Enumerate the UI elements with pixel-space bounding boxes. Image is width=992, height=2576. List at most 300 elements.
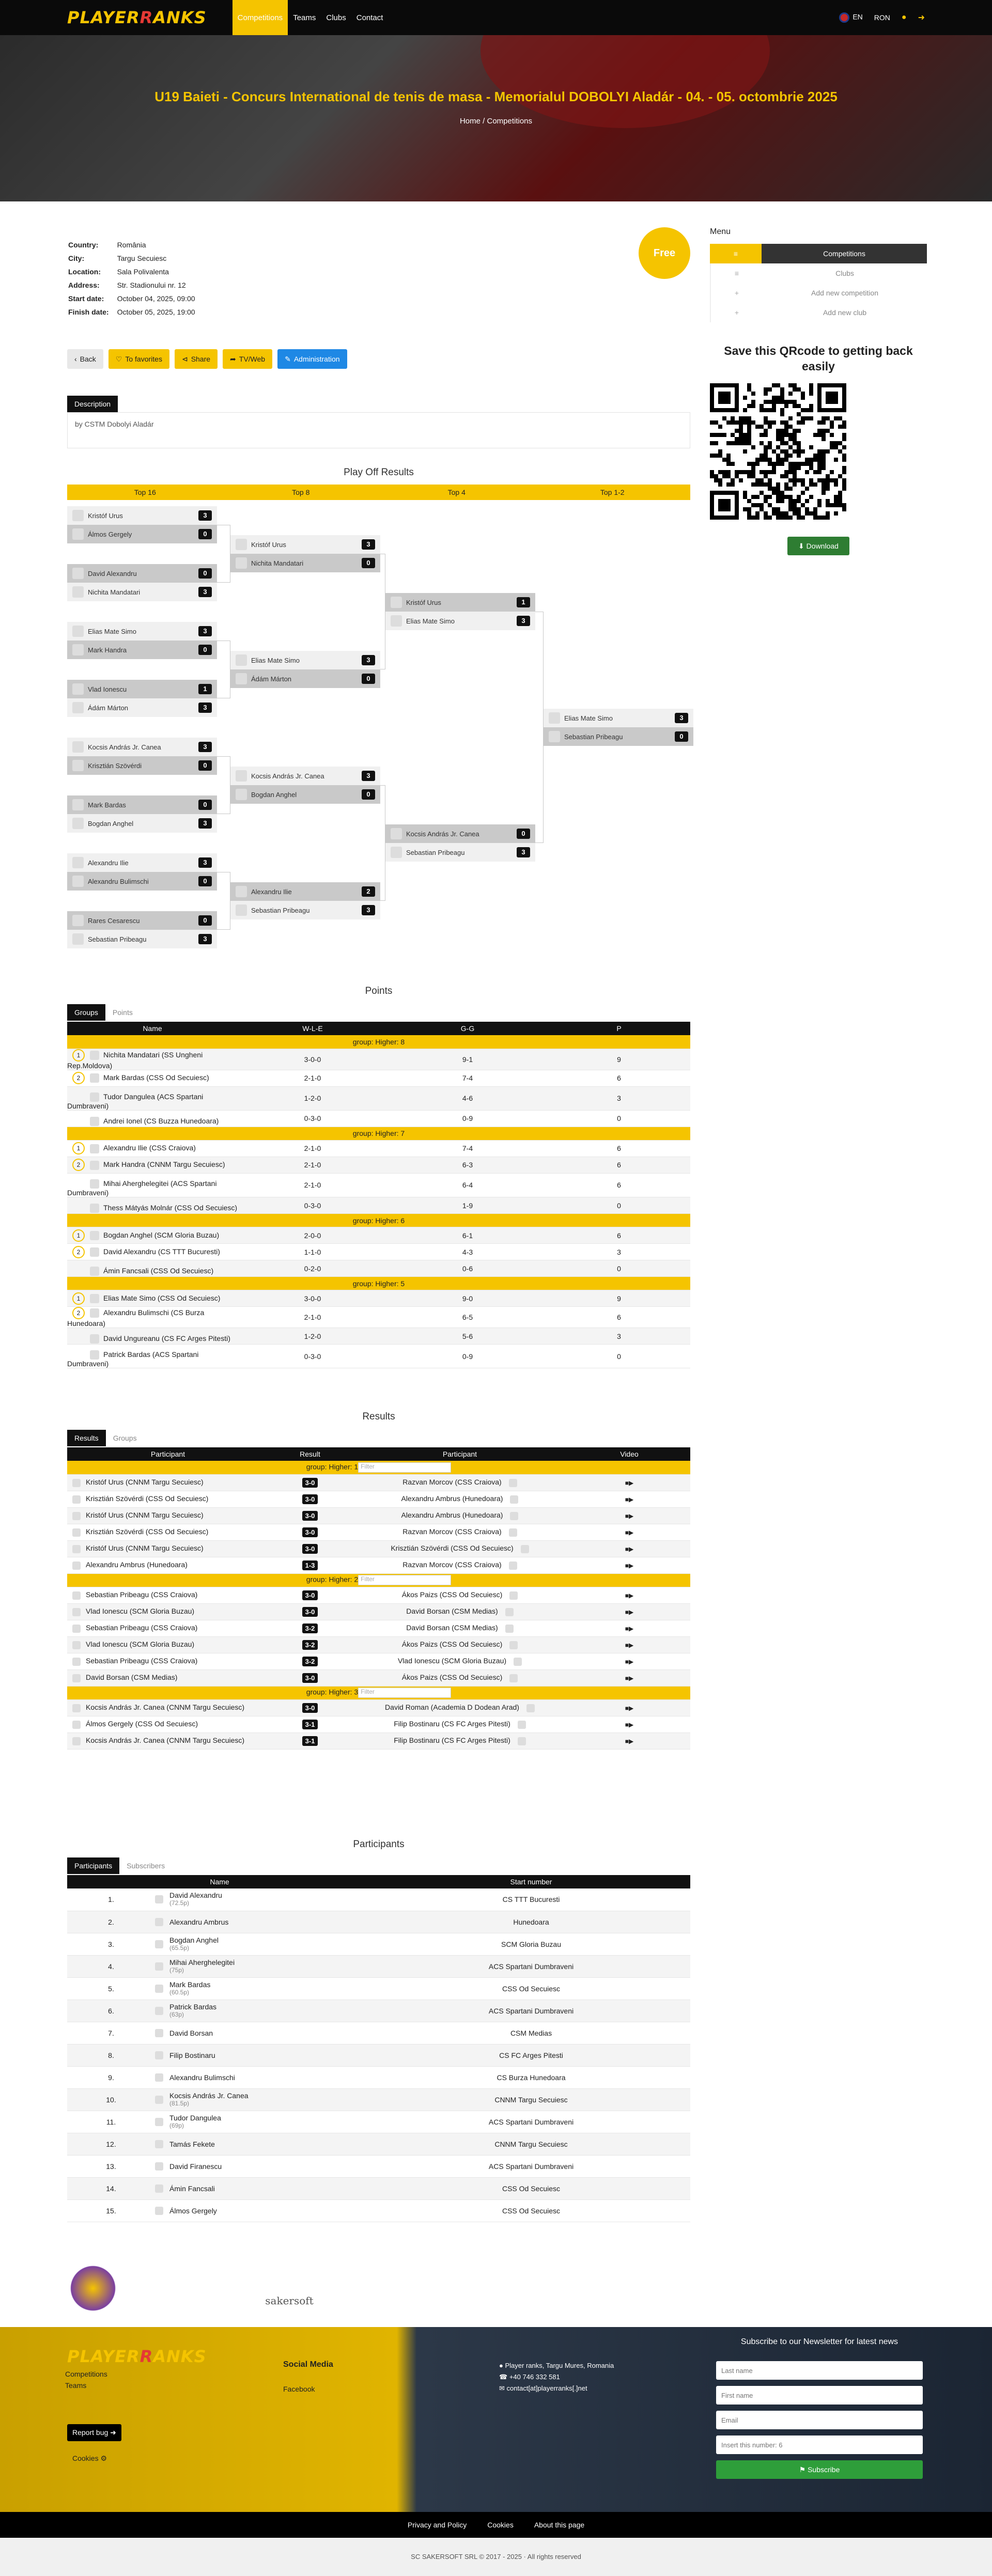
participant-cell bbox=[67, 1732, 269, 1749]
video-camera-icon[interactable]: ■▶ bbox=[625, 1609, 634, 1616]
video-camera-icon[interactable]: ■▶ bbox=[625, 1658, 634, 1665]
round-header: Top 16 bbox=[134, 488, 156, 496]
avatar bbox=[72, 799, 84, 810]
avatar bbox=[90, 1051, 99, 1060]
avatar bbox=[509, 1591, 518, 1600]
newsletter-title: Subscribe to our Newsletter for latest news bbox=[740, 2337, 898, 2346]
col-video: Video bbox=[568, 1447, 690, 1461]
free-badge: Free bbox=[639, 227, 690, 279]
info-label: Country: bbox=[68, 241, 99, 249]
video-camera-icon[interactable]: ■▶ bbox=[625, 1496, 634, 1503]
participant-info bbox=[169, 2074, 235, 2082]
participant-row[interactable] bbox=[67, 2000, 690, 2022]
participant-number: 1. bbox=[67, 1888, 155, 1911]
result-row[interactable] bbox=[67, 1474, 690, 1491]
participant-row[interactable] bbox=[67, 1933, 690, 1955]
result-row[interactable] bbox=[67, 1669, 690, 1686]
rank-badge: 1 bbox=[72, 1229, 85, 1242]
participant-number: 13. bbox=[67, 2155, 155, 2177]
info-value: Str. Stadionului nr. 12 bbox=[117, 281, 186, 289]
points-row[interactable] bbox=[67, 1140, 690, 1157]
group-label: group: Higher: 2 bbox=[306, 1575, 359, 1584]
player-name: Krisztián Szövérdi bbox=[88, 761, 142, 770]
result-row[interactable] bbox=[67, 1603, 690, 1620]
result-row[interactable] bbox=[67, 1716, 690, 1732]
privacy-link[interactable]: Privacy and Policy bbox=[407, 2521, 467, 2529]
participant-cell bbox=[155, 2199, 372, 2222]
bracket-player[interactable] bbox=[230, 535, 380, 554]
result-score: 1-3 bbox=[302, 1560, 318, 1570]
participant-cell bbox=[67, 1653, 269, 1669]
points-row[interactable] bbox=[67, 1227, 690, 1244]
about-link[interactable]: About this page bbox=[534, 2521, 585, 2529]
bracket-player[interactable] bbox=[230, 767, 380, 785]
player-name: Ádám Márton bbox=[251, 675, 292, 683]
participant-cell-2 bbox=[351, 1653, 568, 1669]
participant-cell bbox=[67, 1524, 269, 1540]
avatar bbox=[549, 712, 560, 724]
cookies-link[interactable] bbox=[72, 2454, 107, 2463]
avatar bbox=[72, 510, 84, 521]
result-row[interactable] bbox=[67, 1507, 690, 1524]
participant-name: David Alexandru bbox=[169, 1891, 222, 1900]
participant-row[interactable] bbox=[67, 1977, 690, 2000]
footer-link-competitions[interactable]: Competitions bbox=[65, 2370, 107, 2378]
participant-name: Filip Bostinaru (CS FC Arges Pitesti) bbox=[394, 1720, 510, 1728]
player-score: 3 bbox=[198, 587, 212, 597]
avatar bbox=[509, 1562, 517, 1570]
bracket-player[interactable] bbox=[230, 882, 380, 901]
col-start-number: Start number bbox=[372, 1875, 690, 1888]
participant-name: David Firanescu bbox=[169, 2162, 222, 2171]
player-name: Sebastian Pribeagu bbox=[406, 848, 465, 856]
lastname-input[interactable] bbox=[716, 2361, 923, 2380]
tv-web-button[interactable] bbox=[223, 349, 272, 369]
bracket-player[interactable] bbox=[67, 738, 217, 756]
bracket-player[interactable] bbox=[67, 795, 217, 814]
col-participant: Participant bbox=[67, 1447, 269, 1461]
back-button[interactable] bbox=[67, 349, 103, 369]
wle-value: 1-1-0 bbox=[238, 1244, 388, 1260]
player-score: 3 bbox=[198, 702, 212, 713]
hero-background-image bbox=[481, 35, 770, 128]
bracket-match bbox=[67, 795, 217, 833]
bracket-player[interactable] bbox=[385, 593, 535, 612]
player-name: Bogdan Anghel bbox=[251, 790, 297, 799]
bracket-player[interactable] bbox=[67, 872, 217, 891]
rank-badge: 1 bbox=[72, 1049, 85, 1061]
participant-row[interactable] bbox=[67, 2044, 690, 2066]
arrow-right-icon: ➜ bbox=[110, 2428, 116, 2437]
participant-name: Krisztián Szövérdi (CSS Od Secuiesc) bbox=[86, 1527, 209, 1536]
player-name: Elias Mate Simo (CSS Od Secuiesc) bbox=[103, 1293, 221, 1302]
participant-cell bbox=[67, 1603, 269, 1620]
avatar bbox=[72, 586, 84, 598]
language-selector[interactable] bbox=[839, 12, 862, 23]
bracket-player[interactable] bbox=[67, 641, 217, 659]
participant-info bbox=[169, 2029, 213, 2037]
bracket-player[interactable] bbox=[544, 727, 693, 746]
gg-value: 6-5 bbox=[388, 1307, 548, 1328]
filter-input[interactable]: Filter bbox=[358, 1688, 451, 1698]
group-row bbox=[67, 1461, 690, 1474]
points-row[interactable] bbox=[67, 1173, 690, 1197]
player-score: 0 bbox=[675, 731, 688, 742]
filter-input[interactable]: Filter bbox=[358, 1462, 451, 1473]
cookies-bottom-link[interactable]: Cookies bbox=[487, 2521, 514, 2529]
participant-row[interactable] bbox=[67, 2177, 690, 2199]
points-row[interactable] bbox=[67, 1260, 690, 1277]
participant-row[interactable] bbox=[67, 2133, 690, 2155]
result-row[interactable] bbox=[67, 1653, 690, 1669]
participant-cell-2 bbox=[351, 1491, 568, 1507]
bracket-player[interactable] bbox=[544, 709, 693, 727]
avatar bbox=[72, 626, 84, 637]
participant-name: Sebastian Pribeagu (CSS Craiova) bbox=[86, 1657, 198, 1665]
player-score: 3 bbox=[675, 713, 688, 723]
phone-icon: ☎ bbox=[499, 2373, 508, 2381]
result-row[interactable] bbox=[67, 1540, 690, 1557]
favorites-button[interactable] bbox=[109, 349, 169, 369]
forward-icon: ➦ bbox=[230, 354, 236, 363]
bracket-player[interactable] bbox=[385, 843, 535, 862]
video-camera-icon[interactable]: ■▶ bbox=[625, 1562, 634, 1569]
participant-row[interactable] bbox=[67, 1911, 690, 1933]
tab-results-groups[interactable]: Groups bbox=[113, 1434, 137, 1442]
video-camera-icon[interactable]: ■▶ bbox=[625, 1512, 634, 1520]
participant-name: Razvan Morcov (CSS Craiova) bbox=[402, 1560, 502, 1569]
points-row[interactable] bbox=[67, 1345, 690, 1368]
bracket-match bbox=[67, 680, 217, 717]
participant-name: Tamás Fekete bbox=[169, 2140, 215, 2148]
avatar bbox=[72, 1479, 81, 1487]
player-name: Kocsis András Jr. Canea bbox=[88, 743, 161, 751]
bracket-player[interactable] bbox=[385, 824, 535, 843]
video-cell bbox=[568, 1636, 690, 1653]
results-table bbox=[67, 1447, 690, 1750]
report-bug-button[interactable] bbox=[67, 2424, 121, 2441]
avatar bbox=[155, 2140, 163, 2148]
avatar bbox=[90, 1294, 99, 1303]
phone-text[interactable]: +40 746 332 581 bbox=[509, 2373, 560, 2381]
player-cell bbox=[67, 1328, 238, 1345]
player-cell bbox=[67, 1345, 238, 1368]
login-icon[interactable]: ➜ bbox=[918, 13, 925, 22]
qr-title: Save this QRcode to getting back easily bbox=[724, 344, 913, 373]
video-camera-icon[interactable]: ■▶ bbox=[625, 1545, 634, 1553]
subscribe-button[interactable] bbox=[716, 2460, 923, 2479]
breadcrumb: Home / Competitions bbox=[459, 117, 533, 126]
report-bug-label: Report bug bbox=[72, 2428, 109, 2437]
bracket-player[interactable] bbox=[67, 930, 217, 948]
bracket-connector bbox=[217, 525, 230, 583]
bracket-player[interactable] bbox=[67, 698, 217, 717]
participant-row[interactable] bbox=[67, 2111, 690, 2133]
wle-value: 2-1-0 bbox=[238, 1157, 388, 1173]
participants-tabs bbox=[67, 1857, 172, 1874]
description-text: by CSTM Dobolyi Aladár bbox=[67, 412, 690, 448]
avatar bbox=[236, 673, 247, 684]
sidebar-menu-title: Menu bbox=[710, 227, 731, 236]
participant-row[interactable] bbox=[67, 2199, 690, 2222]
player-name: Mark Bardas bbox=[88, 801, 126, 809]
player-name: Patrick Bardas (ACS Spartani Dumbraveni) bbox=[67, 1350, 199, 1368]
avatar bbox=[155, 2096, 163, 2104]
result-row[interactable] bbox=[67, 1557, 690, 1573]
bracket-player[interactable] bbox=[67, 622, 217, 641]
player-cell bbox=[67, 1049, 238, 1070]
location-icon: ● bbox=[499, 2362, 503, 2369]
points-row[interactable] bbox=[67, 1110, 690, 1127]
points-row[interactable] bbox=[67, 1086, 690, 1110]
participant-cell-2 bbox=[351, 1603, 568, 1620]
player-name: Tudor Danguleа (ACS Spartani Dumbraveni) bbox=[67, 1092, 204, 1110]
participant-name: Kristóf Urus (CNNM Targu Secuiesc) bbox=[86, 1478, 204, 1487]
bracket-player[interactable] bbox=[230, 901, 380, 919]
bracket-match bbox=[67, 506, 217, 543]
share-button[interactable] bbox=[175, 349, 218, 369]
points-value: 9 bbox=[548, 1049, 690, 1070]
social-title: Social Media bbox=[283, 2360, 333, 2369]
player-name: Elias Mate Simo bbox=[251, 656, 300, 664]
participant-number: 8. bbox=[67, 2044, 155, 2066]
participant-name: Mihai Aherghelegitei bbox=[169, 1958, 235, 1966]
participant-cell bbox=[155, 2177, 372, 2199]
player-cell bbox=[67, 1110, 238, 1127]
video-camera-icon[interactable]: ■▶ bbox=[625, 1721, 634, 1728]
tab-subscribers[interactable]: Subscribers bbox=[127, 1862, 165, 1870]
nav-teams[interactable]: Teams bbox=[293, 13, 316, 22]
player-name: Alexandru Ilie (CSS Craiova) bbox=[103, 1144, 196, 1152]
administration-button[interactable] bbox=[277, 349, 347, 369]
firstname-input[interactable] bbox=[716, 2386, 923, 2405]
tab-participants[interactable]: Participants bbox=[67, 1857, 119, 1874]
participant-row[interactable] bbox=[67, 2022, 690, 2044]
player-name: Mark Handra bbox=[88, 646, 127, 654]
email-text[interactable]: contact[at]playerranks[.]net bbox=[506, 2384, 587, 2392]
sponsor-logo-sakersoft[interactable]: sakersoft bbox=[265, 2294, 314, 2307]
participant-cell-2 bbox=[351, 1699, 568, 1716]
result-row[interactable] bbox=[67, 1636, 690, 1653]
video-cell bbox=[568, 1620, 690, 1636]
bracket-player[interactable] bbox=[230, 554, 380, 572]
avatar bbox=[155, 2162, 163, 2171]
points-row[interactable] bbox=[67, 1049, 690, 1070]
player-name: Álmos Gergely bbox=[88, 530, 132, 538]
col-wle: W-L-E bbox=[238, 1022, 388, 1035]
nav-contact[interactable]: Contact bbox=[356, 13, 383, 22]
group-label: group: Higher: 1 bbox=[306, 1462, 359, 1471]
player-score: 3 bbox=[198, 818, 212, 829]
video-camera-icon[interactable]: ■▶ bbox=[625, 1529, 634, 1536]
points-row[interactable] bbox=[67, 1157, 690, 1173]
avatar bbox=[236, 654, 247, 666]
participant-cell-2 bbox=[351, 1669, 568, 1686]
video-camera-icon[interactable]: ■▶ bbox=[625, 1738, 634, 1745]
points-value: 6 bbox=[548, 1307, 690, 1328]
bracket-connector bbox=[380, 785, 385, 901]
action-buttons bbox=[67, 349, 347, 369]
player-score: 0 bbox=[362, 558, 375, 568]
captcha-input[interactable] bbox=[716, 2436, 923, 2454]
participant-info bbox=[169, 2092, 249, 2107]
participant-cell-2 bbox=[351, 1507, 568, 1524]
video-camera-icon[interactable]: ■▶ bbox=[625, 1675, 634, 1682]
result-score: 3-2 bbox=[302, 1640, 318, 1650]
user-icon[interactable]: ● bbox=[901, 13, 907, 22]
bracket-player[interactable] bbox=[67, 814, 217, 833]
player-name: Ámin Fancsali (CSS Od Secuiesc) bbox=[103, 1266, 214, 1275]
player-score: 3 bbox=[517, 847, 530, 857]
filter-input[interactable]: Filter bbox=[358, 1575, 451, 1585]
bracket-player[interactable] bbox=[67, 756, 217, 775]
email-icon: ✉ bbox=[499, 2384, 505, 2392]
bracket-match bbox=[67, 911, 217, 948]
points-value: 6 bbox=[548, 1173, 690, 1197]
tab-results[interactable]: Results bbox=[67, 1430, 106, 1446]
participant-cell bbox=[155, 2066, 372, 2088]
participant-name: Alexandru Ambrus bbox=[169, 1917, 229, 1926]
bracket-player[interactable] bbox=[67, 911, 217, 930]
avatar bbox=[514, 1658, 522, 1666]
points-row[interactable] bbox=[67, 1307, 690, 1328]
avatar bbox=[72, 1512, 81, 1520]
bracket-match bbox=[67, 853, 217, 891]
menu-item-add-club[interactable] bbox=[710, 303, 927, 322]
participant-row[interactable] bbox=[67, 2066, 690, 2088]
result-cell bbox=[269, 1699, 351, 1716]
video-camera-icon[interactable]: ■▶ bbox=[625, 1642, 634, 1649]
participant-club: CS Burza Hunedoara bbox=[372, 2066, 690, 2088]
competition-title: U19 Baieti - Concurs International de tenis de masa - Memorialul DOBOLYI Aladár - 04. - 05. octombrie 2025 bbox=[154, 89, 838, 104]
avatar bbox=[72, 683, 84, 695]
participant-row[interactable] bbox=[67, 2155, 690, 2177]
menu-item-clubs[interactable] bbox=[710, 263, 927, 283]
facebook-link[interactable]: Facebook bbox=[283, 2385, 315, 2393]
result-row[interactable] bbox=[67, 1587, 690, 1603]
video-camera-icon[interactable]: ■▶ bbox=[625, 1625, 634, 1632]
participant-name: Ákos Paizs (CSS Od Secuiesc) bbox=[401, 1640, 503, 1649]
result-row[interactable] bbox=[67, 1732, 690, 1749]
participant-cell bbox=[155, 2044, 372, 2066]
bracket-player[interactable] bbox=[67, 853, 217, 872]
participant-cell bbox=[155, 1888, 372, 1911]
bracket-player[interactable] bbox=[67, 583, 217, 601]
nav-clubs[interactable]: Clubs bbox=[326, 13, 346, 22]
result-row[interactable] bbox=[67, 1491, 690, 1507]
result-row[interactable] bbox=[67, 1699, 690, 1716]
avatar bbox=[509, 1479, 517, 1487]
tab-description[interactable]: Description bbox=[67, 396, 118, 412]
menu-item-competitions[interactable] bbox=[710, 244, 927, 263]
gg-value: 1-9 bbox=[388, 1197, 548, 1214]
participant-row[interactable] bbox=[67, 2088, 690, 2111]
player-name: Sebastian Pribeagu bbox=[88, 935, 147, 943]
bracket-player[interactable] bbox=[67, 564, 217, 583]
wle-value: 1-2-0 bbox=[238, 1328, 388, 1345]
avatar bbox=[505, 1625, 514, 1633]
points-row[interactable] bbox=[67, 1070, 690, 1086]
result-score: 3-0 bbox=[302, 1478, 318, 1488]
player-cell bbox=[67, 1197, 238, 1214]
wle-value: 0-3-0 bbox=[238, 1345, 388, 1368]
result-row[interactable] bbox=[67, 1620, 690, 1636]
video-cell bbox=[568, 1540, 690, 1557]
nav-competitions[interactable]: Competitions bbox=[233, 0, 288, 35]
result-cell bbox=[269, 1474, 351, 1491]
video-camera-icon[interactable]: ■▶ bbox=[625, 1479, 634, 1487]
participant-cell bbox=[67, 1507, 269, 1524]
avatar bbox=[236, 904, 247, 916]
player-name: Elias Mate Simo bbox=[88, 627, 136, 635]
participant-cell bbox=[67, 1474, 269, 1491]
sponsor-logo-1[interactable] bbox=[67, 2262, 119, 2314]
video-camera-icon[interactable]: ■▶ bbox=[625, 1592, 634, 1599]
participant-cell-2 bbox=[351, 1540, 568, 1557]
footer-link-teams[interactable]: Teams bbox=[65, 2381, 87, 2390]
participant-name: David Borsan (CSM Medias) bbox=[406, 1607, 498, 1616]
avatar bbox=[72, 1704, 81, 1712]
download-button[interactable] bbox=[787, 537, 849, 555]
gg-value: 6-3 bbox=[388, 1157, 548, 1173]
video-camera-icon[interactable]: ■▶ bbox=[625, 1705, 634, 1712]
result-row[interactable] bbox=[67, 1524, 690, 1540]
participant-club: CNNM Targu Secuiesc bbox=[372, 2088, 690, 2111]
player-name: David Alexandru bbox=[88, 569, 137, 577]
avatar bbox=[72, 933, 84, 945]
points-row[interactable] bbox=[67, 1290, 690, 1307]
player-name: Alexandru Bulimschi (CS Burza Hunedoara) bbox=[67, 1308, 205, 1328]
bracket-player[interactable] bbox=[67, 525, 217, 543]
result-cell bbox=[269, 1732, 351, 1749]
participant-club: CS TTT Bucuresti bbox=[372, 1888, 690, 1911]
bracket-match bbox=[230, 535, 380, 572]
menu-item-add-competition[interactable] bbox=[710, 283, 927, 303]
participants-scroll[interactable] bbox=[67, 1875, 690, 2235]
participant-name: David Borsan bbox=[169, 2028, 213, 2037]
participant-name: Ámin Fancsali bbox=[169, 2184, 215, 2193]
site-logo[interactable]: PLAYERRANKS bbox=[67, 8, 207, 27]
email-input[interactable] bbox=[716, 2411, 923, 2429]
bracket-player[interactable] bbox=[230, 669, 380, 688]
points-row[interactable] bbox=[67, 1197, 690, 1214]
participant-club: ACS Spartani Dumbraveni bbox=[372, 2155, 690, 2177]
participant-number: 3. bbox=[67, 1933, 155, 1955]
player-score: 0 bbox=[198, 876, 212, 886]
currency-selector[interactable]: RON bbox=[874, 13, 890, 22]
tab-points[interactable]: Points bbox=[112, 1008, 133, 1017]
favorites-label: To favorites bbox=[125, 355, 162, 363]
player-name: Bogdan Anghel (SCM Gloria Buzau) bbox=[103, 1230, 220, 1239]
share-icon: ⊲ bbox=[181, 354, 188, 363]
participant-name: Filip Bostinaru (CS FC Arges Pitesti) bbox=[394, 1736, 510, 1745]
footer-logo[interactable]: PLAYERRANKS bbox=[67, 2347, 207, 2366]
bracket-player[interactable] bbox=[385, 612, 535, 630]
bracket-player[interactable] bbox=[67, 506, 217, 525]
avatar bbox=[155, 2029, 163, 2037]
bracket-player[interactable] bbox=[230, 651, 380, 669]
participant-cell-2 bbox=[351, 1474, 568, 1491]
participant-row[interactable] bbox=[67, 1955, 690, 1977]
bracket-player[interactable] bbox=[230, 785, 380, 804]
tab-groups[interactable]: Groups bbox=[67, 1004, 105, 1021]
points-row[interactable] bbox=[67, 1244, 690, 1260]
participant-info bbox=[169, 1981, 210, 1996]
points-row[interactable] bbox=[67, 1328, 690, 1345]
participant-points: (65.5p) bbox=[169, 1944, 190, 1951]
participant-row[interactable] bbox=[67, 1888, 690, 1911]
bracket-player[interactable] bbox=[67, 680, 217, 698]
